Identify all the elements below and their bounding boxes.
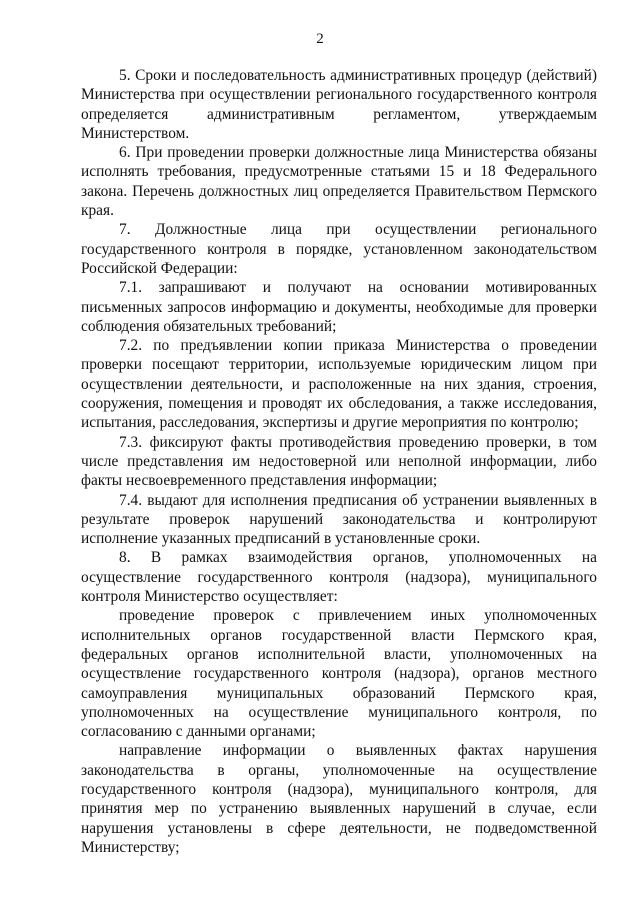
paragraph-8: 8. В рамках взаимодействия органов, уполномоченных на осуществление государственного контроля (надзора), муниципального контроля Министерство осуществляет: (81, 549, 597, 606)
paragraph-7: 7. Должностные лица при осуществлении регионального государственного контроля в порядке, установленном законодательством Российской Федерации: (81, 221, 597, 277)
paragraph-8-item-1: проведение проверок с привлечением иных уполномоченных исполнительных органов государственной власти Пермского края, федеральных органов исполнительной власти, уполномоченных на осуществление государственного контроля (надзора), органов местного самоуправления муниципальных образований Пермского края, уполномоченных на осуществление муниципального контроля, по согласованию с данными органами; (81, 607, 597, 741)
paragraph-6: 6. При проведении проверки должностные лица Министерства обязаны исполнять требования, предусмотренные статьями 15 и 18 Федерального закона. Перечень должностных лиц определяется Правительством Пермского края. (81, 144, 597, 220)
paragraph-7-3: 7.3. фиксируют факты противодействия проведению проверки, в том числе представления им недостоверной или неполной информации, либо факты несвоевременного представления информации; (81, 433, 597, 490)
page-number: 2 (316, 31, 324, 47)
paragraph-5: 5. Сроки и последовательность административных процедур (действий) Министерства при осуществлении регионального государственного контроля определяется административным регламентом, утверждаемым Министерством. (81, 67, 597, 142)
paragraph-7-4: 7.4. выдают для исполнения предписания об устранении выявленных в результате проверок нарушений законодательства и контролируют исполнение указанных предписаний в установленные сроки. (81, 491, 597, 548)
document-body (81, 66, 597, 857)
paragraph-7-2: 7.2. по предъявлении копии приказа Министерства о проведении проверки посещают территории, используемые юридическим лицом при осуществлении деятельности, и расположенные на них здания, строения, сооружения, помещения и проводят их обследования, а также исследования, испытания, расследования, экспертизы и другие мероприятия по контролю; (81, 337, 597, 432)
paragraph-8-item-2: направление информации о выявленных фактах нарушения законодательства в органы, уполномоченные на осуществление государственного контроля (надзора), муниципального контроля, для принятия мер по устранению выявленных нарушений в случае, если нарушения установлены в сфере деятельности, не подведомственной Министерству; (81, 742, 597, 856)
paragraph-7-1: 7.1. запрашивают и получают на основании мотивированных письменных запросов информацию и документы, необходимые для проверки соблюдения обязательных требований; (81, 279, 597, 335)
